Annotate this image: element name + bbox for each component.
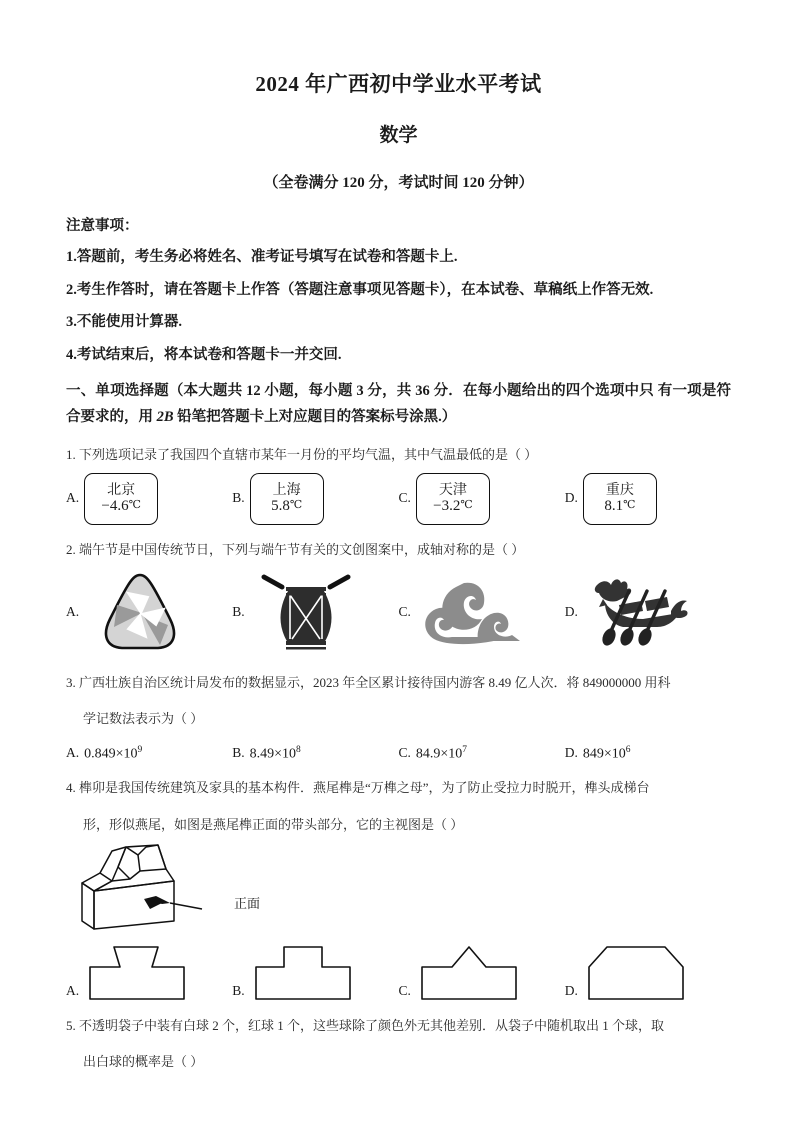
question-5-stem: [66, 1015, 731, 1038]
temperature-card-beijing: [84, 473, 158, 525]
trapezoid-taper-shape-icon: [583, 943, 691, 1001]
option-b-label: B.: [232, 982, 245, 998]
option-b[interactable]: [232, 473, 398, 525]
notice-item-4: 4.考试结束后，将本试卷和答题卡一并交回.: [66, 346, 342, 363]
notice-item-3: 3.不能使用计算器.: [66, 314, 182, 331]
option-a[interactable]: [66, 569, 232, 655]
waves-icon: [416, 569, 528, 655]
option-c-label: C.: [398, 982, 411, 998]
option-a[interactable]: [66, 473, 232, 525]
question-1-number: 1.: [66, 447, 76, 462]
question-1-options: [66, 473, 731, 525]
question-5-stem-cont: 出白球的概率是（ ）: [83, 1054, 204, 1070]
notice-item-2: 2.考生作答时，请在答题卡上作答（答题注意事项见答题卡），在本试卷、草稿纸上作答无效.: [66, 281, 654, 298]
option-a-label: A.: [66, 982, 80, 998]
temperature-value: 8.1℃: [604, 498, 636, 515]
triangle-peak-shape-icon: [416, 943, 524, 1001]
city-name: 天津: [438, 482, 467, 498]
option-c-label: C.: [398, 745, 411, 760]
option-d-label: D.: [564, 489, 578, 505]
question-4-stem-cont: 形，形似燕尾，如图是燕尾榫正面的带头部分，它的主视图是（ ）: [83, 816, 464, 832]
question-2-text: 端午节是中国传统节日，下列与端午节有关的文创图案中，成轴对称的是（ ）: [79, 541, 525, 557]
question-1-text: 下列选项记录了我国四个直辖市某年一月份的平均气温，其中气温最低的是（ ）: [79, 447, 538, 462]
temperature-card-chongqing: [583, 473, 657, 525]
temperature-card-shanghai: [250, 473, 324, 525]
option-d-label: D.: [564, 745, 578, 760]
question-4-stem: [66, 777, 731, 800]
option-b-value: $8.49\times 10^8$: [249, 745, 301, 762]
notice-item-1: 1.答题前，考生务必将姓名、准考证号填写在试卷和答题卡上.: [66, 249, 458, 265]
option-d[interactable]: [565, 745, 731, 763]
pencil-grade-emphasis: 2B: [156, 408, 174, 425]
option-d-label: D.: [564, 982, 578, 998]
option-b[interactable]: [232, 943, 398, 1001]
option-a[interactable]: [66, 943, 232, 1001]
front-face-label: 正面: [234, 895, 261, 911]
option-c-label: C.: [398, 489, 411, 505]
question-2-stem: [66, 539, 731, 562]
question-4-figure: [66, 841, 731, 937]
option-b[interactable]: [232, 569, 398, 655]
page-title: 2024 年广西初中学业水平考试: [255, 72, 542, 96]
option-a-label: A.: [66, 489, 80, 505]
question-4-text-line1: 榫卯是我国传统建筑及家具的基本构件．燕尾榫是“万榫之母”，为了防止受拉力时脱开，榫头成梯台: [79, 780, 650, 795]
rectangle-boss-shape-icon: [250, 943, 358, 1001]
degree-celsius-icon: ℃: [289, 499, 303, 512]
question-3-options: [66, 745, 731, 763]
option-b-label: B.: [232, 603, 245, 619]
option-d[interactable]: [565, 473, 731, 525]
question-3-stem: [66, 672, 731, 695]
question-1-stem: [66, 444, 731, 467]
temperature-value: −4.6℃: [101, 498, 141, 515]
drum-icon: [250, 569, 362, 655]
city-name: 北京: [107, 482, 136, 498]
option-b-label: B.: [232, 489, 245, 505]
option-a-label: A.: [66, 603, 80, 619]
degree-celsius-icon: ℃: [460, 499, 473, 512]
notice-heading: 注意事项：: [66, 218, 139, 234]
question-3-text-line1: 广西壮族自治区统计局发布的数据显示，2023 年全区累计接待国内游客 8.49 亿人次．将 849000000 用科: [79, 674, 671, 690]
question-2-options: [66, 566, 731, 658]
question-4-number: 4.: [66, 780, 76, 795]
temperature-value: 5.8℃: [271, 498, 303, 515]
zongzi-icon: [84, 569, 196, 655]
option-c-value: $84.9\times 10^7$: [415, 745, 468, 762]
section-heading-line2-prefix: 有一项是符合要求的，用: [66, 383, 732, 425]
dragon-boat-icon: [583, 569, 695, 655]
question-5-number: 5.: [66, 1017, 76, 1033]
option-a-label: A.: [66, 745, 80, 760]
option-d[interactable]: [565, 943, 731, 1001]
option-c[interactable]: [399, 745, 565, 763]
option-c[interactable]: [399, 569, 565, 655]
section-heading-multiple-choice: [66, 379, 731, 430]
city-name: 上海: [272, 482, 301, 498]
question-2-number: 2.: [66, 541, 76, 557]
section-heading-line2-suffix: 铅笔把答题卡上对应题目的答案标号涂黑.）: [173, 408, 457, 425]
city-name: 重庆: [605, 482, 634, 498]
option-a[interactable]: [66, 745, 232, 763]
degree-celsius-icon: ℃: [128, 499, 141, 512]
question-5-text-line1: 不透明袋子中装有白球 2 个，红球 1 个，这些球除了颜色外无其他差别．从袋子中随机取出 1 个球，取: [79, 1017, 665, 1033]
option-d-value: $849\times 10^6$: [582, 745, 631, 762]
option-d-label: D.: [564, 603, 578, 619]
option-b-label: B.: [232, 745, 245, 760]
degree-celsius-icon: ℃: [623, 499, 636, 512]
dovetail-flare-shape-icon: [84, 943, 192, 1001]
option-c[interactable]: [399, 473, 565, 525]
temperature-card-tianjin: [416, 473, 490, 525]
subject-title: 数学: [379, 125, 418, 146]
option-c-label: C.: [398, 603, 411, 619]
temperature-value: −3.2℃: [433, 498, 473, 515]
question-4-options: [66, 939, 731, 1001]
option-c[interactable]: [399, 943, 565, 1001]
question-3-stem-cont: 学记数法表示为（ ）: [83, 711, 204, 727]
section-heading-line1: 一、单项选择题（本大题共 12 小题，每小题 3 分，共 36 分．在每小题给出的四个选项中只: [66, 383, 654, 400]
option-d[interactable]: [565, 569, 731, 655]
exam-info: （全卷满分 120 分，考试时间 120 分钟）: [263, 175, 534, 191]
option-b[interactable]: [232, 745, 398, 763]
question-3-number: 3.: [66, 674, 76, 690]
option-a-value: $0.849\times 10^9$: [84, 745, 143, 762]
dovetail-joint-3d-icon: [70, 841, 300, 937]
